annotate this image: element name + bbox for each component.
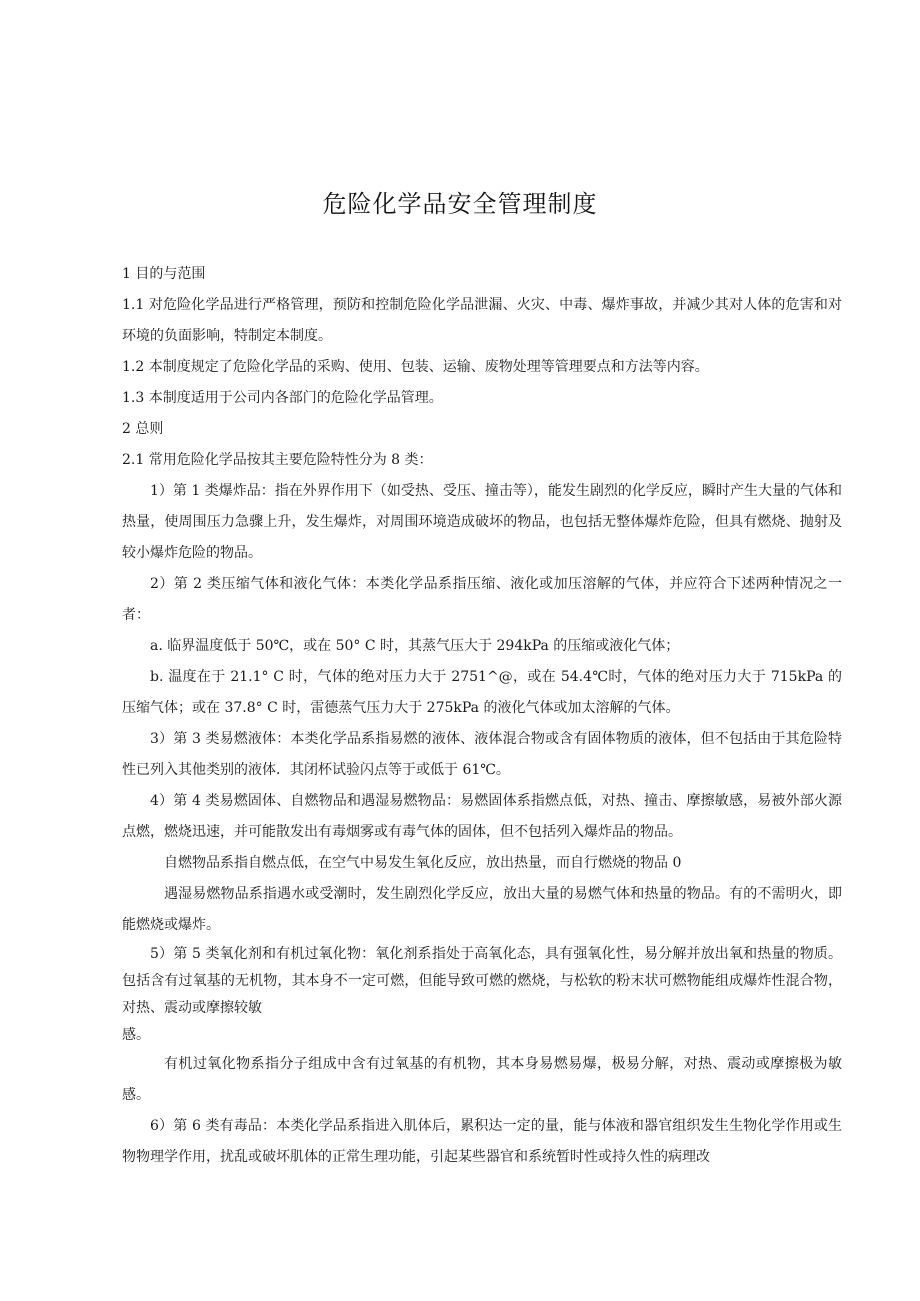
section-heading: 1 目的与范围 bbox=[122, 266, 206, 282]
paragraph: 1.2 本制度规定了危险化学品的采购、使用、包装、运输、废物处理等管理要点和方法等内容。 bbox=[122, 359, 709, 375]
list-item: 4）第 4 类易燃固体、自燃物品和遇湿易燃物品：易燃固体系指燃点低，对热、撞击、摩擦敏感，易被外部火源点燃，燃烧迅速，并可能散发出有毒烟雾或有毒气体的固体，但不包括列入爆炸品的物品。 bbox=[122, 793, 842, 840]
list-item: 3）第 3 类易燃液体：本类化学品系指易燃的液体、液体混合物或含有固体物质的液体，但不包括由于其危险特性已列入其他类别的液体．其闭杯试验闪点等于或低于 61℃。 bbox=[122, 731, 842, 778]
paragraph: 自燃物品系指自燃点低，在空气中易发生氧化反应，放出热量，而自行燃烧的物品 0 bbox=[164, 855, 682, 871]
list-item: 5）第 5 类氧化剂和有机过氧化物：氧化剂系指处于高氧化态，具有强氧化性，易分解并放出氧和热量的物质。包括含有过氧基的无机物，其本身不一定可燃，但能导致可燃的燃烧，与松软的粉末状可燃物能组成爆炸性混合物，对热、震动或摩擦较敏 bbox=[122, 946, 842, 1016]
paragraph: 感。 bbox=[122, 1027, 150, 1043]
paragraph: 有机过氧化物系指分子组成中含有过氧基的有机物，其本身易燃易爆，极易分解，对热、震动或摩擦极为敏感。 bbox=[122, 1056, 842, 1103]
list-item: 1）第 1 类爆炸品：指在外界作用下（如受热、受压、撞击等），能发生剧烈的化学反应，瞬时产生大量的气体和热量，使周围压力急骤上升，发生爆炸，对周围环境造成破坏的物品，也包括无整体爆炸危险，但具有燃烧、抛射及较小爆炸危险的物品。 bbox=[122, 483, 842, 561]
paragraph: 2.1 常用危险化学品按其主要危险特性分为 8 类： bbox=[122, 452, 433, 468]
section-heading: 2 总则 bbox=[122, 421, 164, 437]
page-title: 危险化学品安全管理制度 bbox=[322, 190, 598, 218]
list-item: 2）第 2 类压缩气体和液化气体：本类化学品系指压缩、液化或加压溶解的气体，并应符合下述两种情况之一者： bbox=[122, 576, 842, 623]
list-item: 6）第 6 类有毒品：本类化学品系指进入肌体后，累积达一定的量，能与体液和器官组织发生生物化学作用或生物物理学作用，扰乱或破坏肌体的正常生理功能，引起某些器官和系统暂时性或持久性的病理改 bbox=[122, 1118, 842, 1165]
paragraph: 遇湿易燃物品系指遇水或受潮时，发生剧烈化学反应，放出大量的易燃气体和热量的物品。有的不需明火，即能燃烧或爆炸。 bbox=[122, 886, 842, 933]
document-body bbox=[122, 259, 842, 1173]
paragraph: 1.1 对危险化学品进行严格管理，预防和控制危险化学品泄漏、火灾、中毒、爆炸事故，并减少其对人体的危害和对环境的负面影响，特制定本制度。 bbox=[122, 297, 842, 344]
sub-item: a. 临界温度低于 50℃，或在 50° C 时，其蒸气压大于 294kPa 的压缩或液化气体； bbox=[150, 638, 680, 654]
sub-item: b. 温度在于 21.1° C 时，气体的绝对压力大于 2751^@，或在 54.4℃时，气体的绝对压力大于 715kPa 的压缩气体；或在 37.8° C 时，雷德蒸气压力大于 275kPa 的液化气体或加太溶解的气体。 bbox=[122, 669, 842, 716]
paragraph: 1.3 本制度适用于公司内各部门的危险化学品管理。 bbox=[122, 390, 443, 406]
